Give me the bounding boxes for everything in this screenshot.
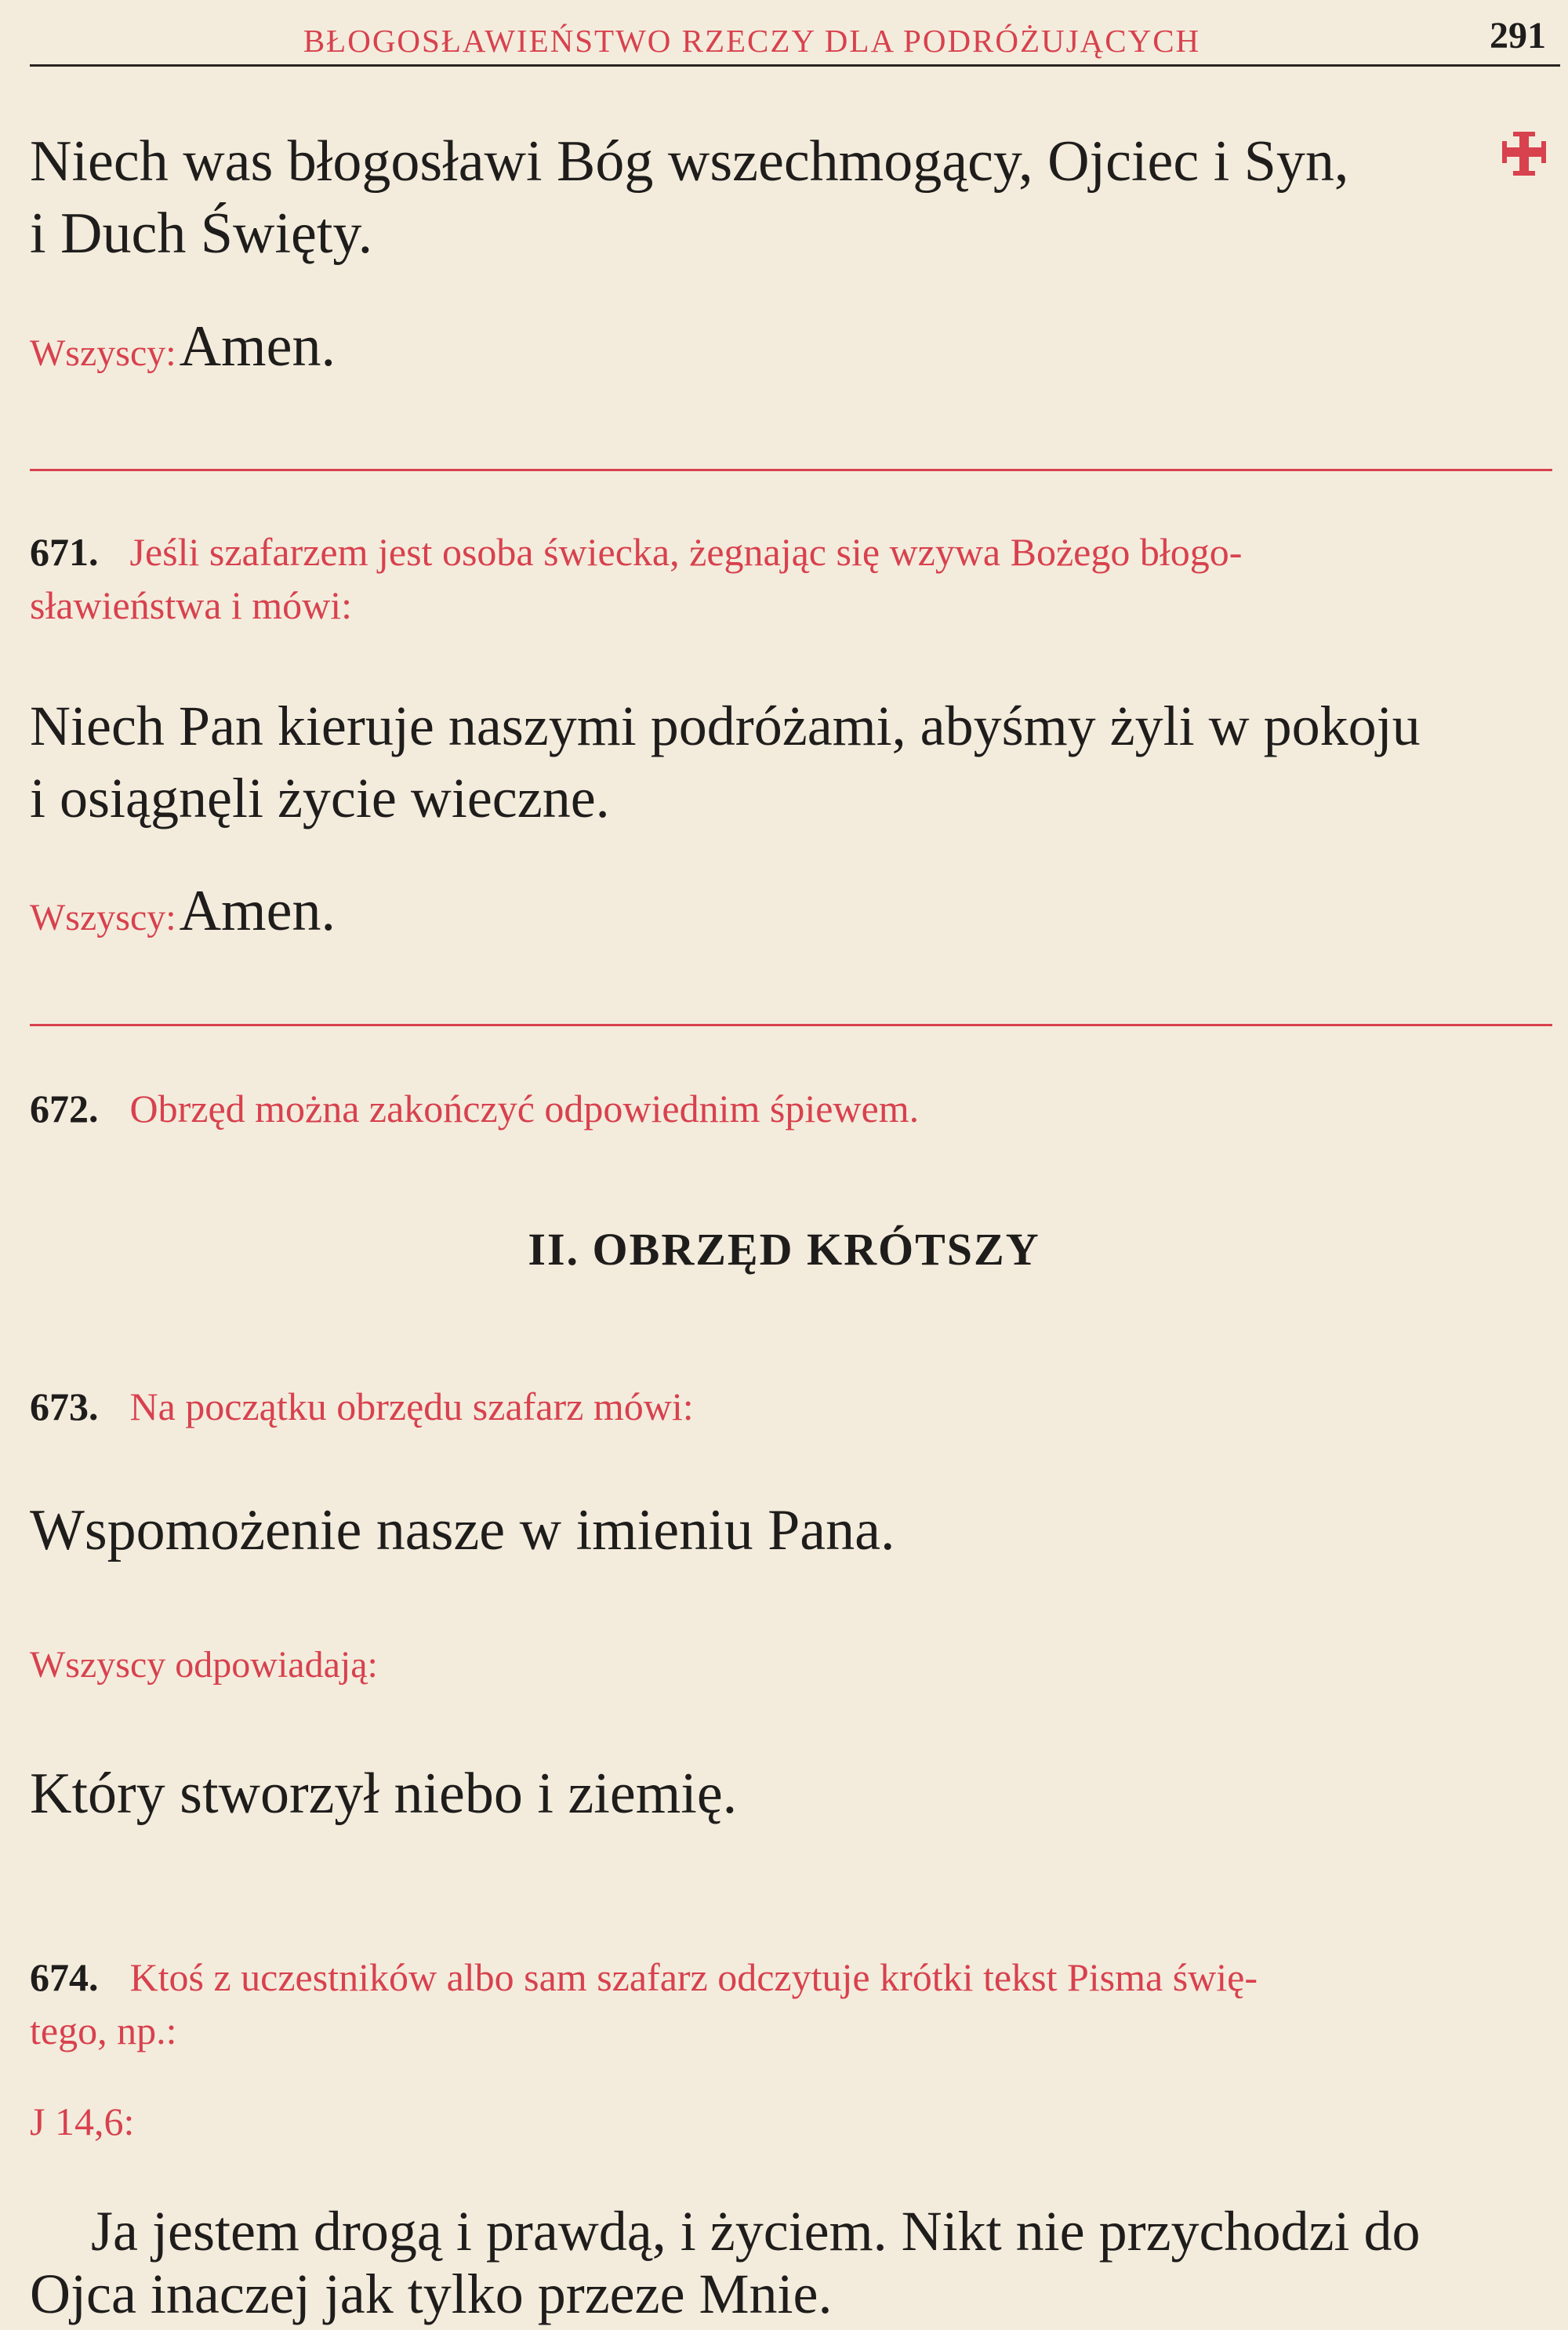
blessing-response bbox=[30, 314, 1554, 380]
response-label: Wszyscy: bbox=[30, 897, 176, 938]
rubric-text: Ktoś z uczestników albo sam szafarz odczytuje krótki tekst Pisma świę- bbox=[129, 1955, 1258, 1999]
red-divider bbox=[30, 469, 1552, 471]
response-amen: Amen. bbox=[179, 879, 336, 943]
item-number: 671. bbox=[30, 530, 99, 574]
running-title: BŁOGOSŁAWIEŃSTWO RZECZY DLA PODRÓŻUJĄCYCH bbox=[303, 23, 1201, 59]
page-number: 291 bbox=[1490, 15, 1546, 56]
blessing-text-line-2: i Duch Święty. bbox=[30, 201, 373, 266]
rubric-text: Na początku obrzędu szafarz mówi: bbox=[129, 1385, 694, 1428]
red-cross-icon bbox=[1502, 132, 1546, 176]
item-671-text-line-2: i osiągnęli życie wieczne. bbox=[30, 767, 610, 829]
response-label: Wszyscy: bbox=[30, 332, 176, 374]
scripture-reference: J 14,6: bbox=[30, 2100, 135, 2143]
item-673-response: Który stworzył niebo i ziemię. bbox=[30, 1762, 738, 1826]
item-671-rubric bbox=[30, 525, 1554, 579]
item-672-rubric bbox=[30, 1082, 1554, 1135]
rubric-text: Jeśli szafarzem jest osoba świecka, żegnając się wzywa Bożego błogo- bbox=[129, 530, 1243, 574]
item-674-text-line-1: Ja jestem drogą i prawdą, i życiem. Nikt nie przychodzi do bbox=[91, 2200, 1421, 2263]
running-header bbox=[30, 6, 1560, 67]
item-673-rubric bbox=[30, 1380, 1554, 1433]
item-674-rubric bbox=[30, 1951, 1554, 2004]
item-674-rubric-cont: tego, np.: bbox=[30, 2009, 177, 2052]
item-number: 673. bbox=[30, 1385, 99, 1428]
item-number: 672. bbox=[30, 1087, 99, 1131]
item-671-rubric-cont: sławieństwa i mówi: bbox=[30, 583, 353, 627]
blessing-text-line-1: Niech was błogosławi Bóg wszechmogący, Ojciec i Syn, bbox=[30, 129, 1349, 194]
item-671-text-line-1: Niech Pan kieruje naszymi podróżami, abyśmy żyli w pokoju bbox=[30, 695, 1421, 757]
rubric-text: Obrzęd można zakończyć odpowiednim śpiewem. bbox=[129, 1087, 920, 1131]
item-673-text: Wspomożenie nasze w imieniu Pana. bbox=[30, 1498, 895, 1562]
item-671-response bbox=[30, 878, 1554, 945]
item-673-response-label: Wszyscy odpowiadają: bbox=[30, 1644, 378, 1686]
item-674-text-line-2: Ojca inaczej jak tylko przeze Mnie. bbox=[30, 2263, 833, 2325]
response-amen: Amen. bbox=[179, 314, 336, 379]
section-heading: II. OBRZĘD KRÓTSZY bbox=[528, 1224, 1040, 1275]
item-number: 674. bbox=[30, 1955, 99, 1999]
red-divider bbox=[30, 1024, 1552, 1026]
